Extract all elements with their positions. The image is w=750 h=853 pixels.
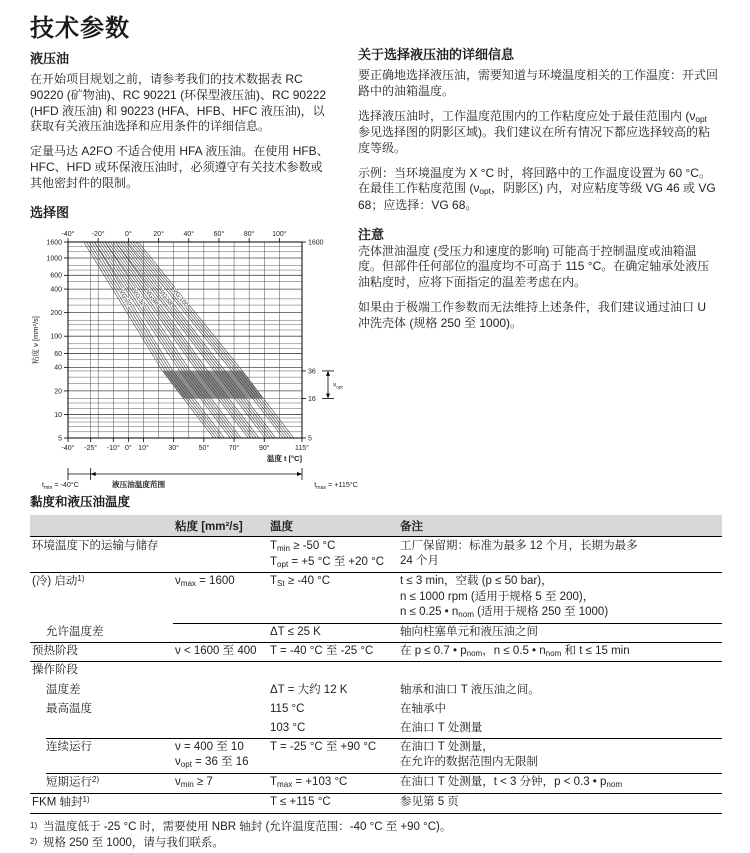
selection-chart (30, 226, 360, 490)
row-label: FKM 轴封$^{1)}$ (32, 794, 90, 809)
left-column (30, 48, 358, 490)
remark-cell: 在油口 T 处测量 (400, 721, 483, 734)
remark-cell: 在油口 T 处测量， 在允许的数据范围内无限制 (400, 741, 538, 769)
remark-cell: t ≤ 3 min，空载 (p ≤ 50 bar)， n ≤ 1000 rpm (适用于规格 5 至 200)， n ≤ 0.25 • $n_{nom}$ (适用于规格 250 至 1000) (400, 575, 609, 619)
svg-text:5: 5 (58, 435, 62, 443)
row-label: 预热阶段 (32, 644, 78, 657)
table-row (30, 572, 722, 622)
svg-text:100: 100 (50, 333, 62, 341)
remark-cell: 在轴承中 (400, 702, 446, 715)
row-label: 环境温度下的运输与储存 (32, 540, 159, 552)
row-label: 最高温度 (46, 702, 92, 715)
section-heading-hydraulic-fluid: 液压油 (30, 51, 70, 66)
table-body (30, 537, 722, 814)
viscosity-cell: $\nu_{min} \ge 7$ (175, 775, 213, 790)
paragraph: 要正确地选择液压油，需要知道与环境温度相关的工作温度：开式回路中的油箱温度。 (358, 68, 719, 98)
paragraph: 在开始项目规划之前，请参考我们的技术数据表 RC 90220 (矿物油)、RC 90221 (环保型液压油)、RC 90222 (HFD 液压油) 和 90223 (HFA、HFB、HFC 液压油)，以获取有关液压油选择和应用条件的详细信息。 (30, 72, 327, 134)
right-column (358, 44, 720, 341)
svg-text:30°: 30° (168, 444, 179, 452)
temperature-cell: T = -40 °C 至 -25 °C (270, 644, 374, 657)
row-label (30, 721, 173, 736)
svg-text:200: 200 (50, 309, 62, 317)
table-header-cell (30, 518, 173, 534)
viscosity-temperature-table-section (30, 492, 722, 852)
page-title: 技术参数 (30, 15, 130, 42)
svg-text:100°: 100° (272, 230, 287, 238)
footnote-text: 当温度低于 -25 °C 时，需要使用 NBR 轴封 (允许温度范围：-40 °C 至 +90 °C)。 (43, 820, 452, 833)
temperature-cell: ΔT ≤ 25 K (270, 625, 321, 638)
grid (68, 242, 302, 438)
svg-text:115°: 115° (295, 444, 309, 452)
top-axis (62, 230, 287, 242)
row-divider (46, 738, 722, 739)
table-row (30, 642, 722, 662)
section-heading-note: 注意 (358, 226, 385, 242)
section-heading-fluid-details: 关于选择液压油的详细信息 (358, 47, 515, 62)
fluid-temperature-range-label: 液压油温度范围 (112, 479, 166, 489)
table-row (30, 719, 722, 738)
x-axis-label: 温度 t [°C] (266, 453, 302, 463)
selection-chart-svg (30, 226, 360, 490)
row-label: 温度差 (46, 683, 81, 696)
svg-text:90°: 90° (258, 444, 270, 452)
remark-cell: 参见第 5 页 (400, 795, 459, 808)
table-header-cell: 备注 (400, 520, 423, 533)
remark-cell: 轴承和油口 T 液压油之间。 (400, 683, 540, 696)
row-divider (30, 661, 722, 662)
temperature-cell: 103 °C (270, 721, 306, 734)
row-divider (30, 572, 722, 573)
footnote-marker: 1) (30, 820, 38, 830)
remark-cell: 工厂保留期：标准为最多 12 个月，长期为最多 24 个月 (400, 540, 638, 568)
svg-text:0°: 0° (125, 230, 132, 238)
table-title: 黏度和液压油温度 (30, 495, 131, 509)
table-row (30, 738, 722, 773)
row-label: 允许温度差 (46, 625, 104, 638)
svg-text:1000: 1000 (46, 255, 62, 263)
remark-cell: 轴向柱塞单元和液压油之间 (400, 625, 538, 638)
svg-text:-20°: -20° (91, 230, 105, 238)
svg-text:VG 32: VG 32 (130, 288, 147, 308)
bottom-axis (62, 438, 310, 452)
viscosity-cell (173, 683, 268, 698)
row-divider (46, 773, 722, 774)
svg-text:36: 36 (308, 368, 316, 376)
y-axis-label: 粘度 ν [mm²/s] (31, 315, 40, 364)
temperature-cell: $T_{min} \ge -50$ °C $T_{opt} = +5$ °C 至 +20 °C (270, 540, 385, 569)
table-row (30, 681, 722, 700)
table-row (30, 773, 722, 793)
svg-text:VG 100: VG 100 (170, 287, 190, 309)
paragraph: 选择液压油时，工作温度范围内的工作粘度应处于最佳范围内 ($\nu_{opt}$ 参见选择图的阴影区域)。我们建议在所有情况下都应选择较高的粘度等级。 (358, 108, 710, 155)
t-max-label: $t_{max} = +115^\circ C$ (314, 479, 358, 490)
svg-text:400: 400 (50, 286, 62, 294)
row-label: 短期运行$^{2)}$ (46, 774, 100, 789)
viscosity-cell (173, 663, 268, 678)
remark-cell: 在油口 T 处测量，t < 3 分钟，p < 0.3 • $p_{nom}$ (400, 775, 623, 790)
viscosity-cell: ν < 1600 至 400 (175, 644, 257, 657)
remark-cell (398, 663, 722, 678)
footnote (30, 835, 722, 852)
temperature-cell: $T_{max} = +103$ °C (270, 775, 348, 790)
viscosity-cell (173, 539, 268, 570)
table-row (30, 793, 722, 813)
svg-text:40°: 40° (183, 230, 195, 238)
t-min-label: $t_{min} = -40^\circ C$ (42, 479, 79, 490)
footnote-marker: 2) (30, 837, 38, 847)
temperature-cell: T ≤ +115 °C (270, 795, 331, 808)
table-row (30, 623, 722, 642)
svg-text:VG 22: VG 22 (117, 288, 133, 308)
table-row (30, 661, 722, 680)
svg-text:-40°: -40° (61, 230, 75, 238)
left-axis (46, 239, 68, 442)
table-header-cell: 粘度 [mm²/s] (175, 520, 243, 533)
table-header-row (30, 515, 722, 537)
viscosity-cell (173, 702, 268, 717)
footnotes (30, 819, 722, 852)
viscosity-cell (173, 625, 268, 640)
table-header-cell: 温度 (270, 520, 293, 533)
svg-text:20: 20 (54, 388, 62, 396)
svg-text:-10°: -10° (106, 444, 120, 452)
temperature-cell: ΔT = 大约 12 K (270, 683, 348, 696)
svg-text:20°: 20° (153, 230, 164, 238)
table-row (30, 700, 722, 719)
viscosity-cell (173, 795, 268, 811)
footnote (30, 819, 722, 836)
paragraph: 示例：当环境温度为 X °C 时，将回路中的工作温度设置为 60 °C。在最佳工作粘度范围 ($\nu_{opt}$，阴影区) 内，对应粘度等级 VG 46 或 VG 68；应选择：VG 68。 (358, 165, 716, 212)
table-row (30, 537, 722, 572)
row-label: 操作阶段 (32, 664, 78, 677)
svg-text:VG 68: VG 68 (157, 288, 174, 307)
paragraph: 如果由于极端工作参数而无法维持上述条件，我们建议通过油口 U 冲洗壳体 (规格 250 至 1000)。 (358, 300, 707, 330)
svg-text:10: 10 (54, 411, 62, 419)
row-label: (冷) 启动$^{1)}$ (32, 574, 85, 589)
svg-text:60: 60 (54, 350, 62, 358)
paragraph: 壳体泄油温度 (受压力和速度的影响) 可能高于控制温度或油箱温度。但部件任何部位的温度均不可高于 115 °C。在确定轴承处液压油粘度时，应将下面指定的温差考虑在内。 (358, 243, 710, 290)
footnote-text: 规格 250 至 1000，请与我们联系。 (43, 837, 224, 850)
row-divider (30, 793, 722, 794)
svg-text:0°: 0° (125, 444, 132, 452)
svg-text:-40°: -40° (61, 444, 75, 452)
v-opt-label: $\nu_{opt}$ (333, 381, 343, 390)
svg-text:70°: 70° (228, 444, 240, 452)
svg-text:VG 46: VG 46 (144, 288, 161, 308)
svg-text:1600: 1600 (308, 239, 324, 247)
temperature-cell: T = -25 °C 至 +90 °C (270, 741, 377, 754)
row-label: 连续运行 (46, 741, 92, 754)
svg-text:5: 5 (308, 435, 312, 443)
plot-border (68, 242, 302, 438)
temperature-cell: $T_{St} \ge -40$ °C (270, 575, 331, 589)
viscosity-cell (173, 721, 268, 736)
viscosity-cell: $\nu_{max} = 1600$ (175, 575, 235, 589)
row-divider (30, 642, 722, 643)
temperature-cell: 115 °C (270, 702, 305, 715)
remark-cell: 在 p ≤ 0.7 • $p_{nom}$，n ≤ 0.5 • $n_{nom}$ 和 t ≤ 15 min (400, 644, 630, 658)
section-heading-selection-diagram: 选择图 (30, 204, 70, 220)
svg-text:60°: 60° (213, 230, 225, 238)
svg-text:80°: 80° (243, 230, 255, 238)
row-divider (173, 623, 722, 624)
svg-text:40: 40 (54, 364, 62, 372)
paragraph: 定量马达 A2FO 不适合使用 HFA 液压油。在使用 HFB、HFC、HFD 或环保液压油时，必须遵守有关技术参数或其他密封件的限制。 (30, 144, 329, 190)
svg-text:1600: 1600 (46, 239, 62, 247)
temperature-range-bracket (68, 468, 302, 480)
svg-text:10°: 10° (138, 444, 149, 452)
temperature-cell (268, 663, 398, 678)
svg-text:50°: 50° (198, 444, 210, 452)
svg-text:16: 16 (308, 395, 316, 403)
svg-text:-25°: -25° (84, 444, 98, 452)
right-axis (302, 239, 324, 442)
svg-text:600: 600 (50, 272, 62, 280)
viscosity-cell: ν = 400 至 10 $\nu_{opt} = 36$ 至 16 (175, 741, 249, 770)
